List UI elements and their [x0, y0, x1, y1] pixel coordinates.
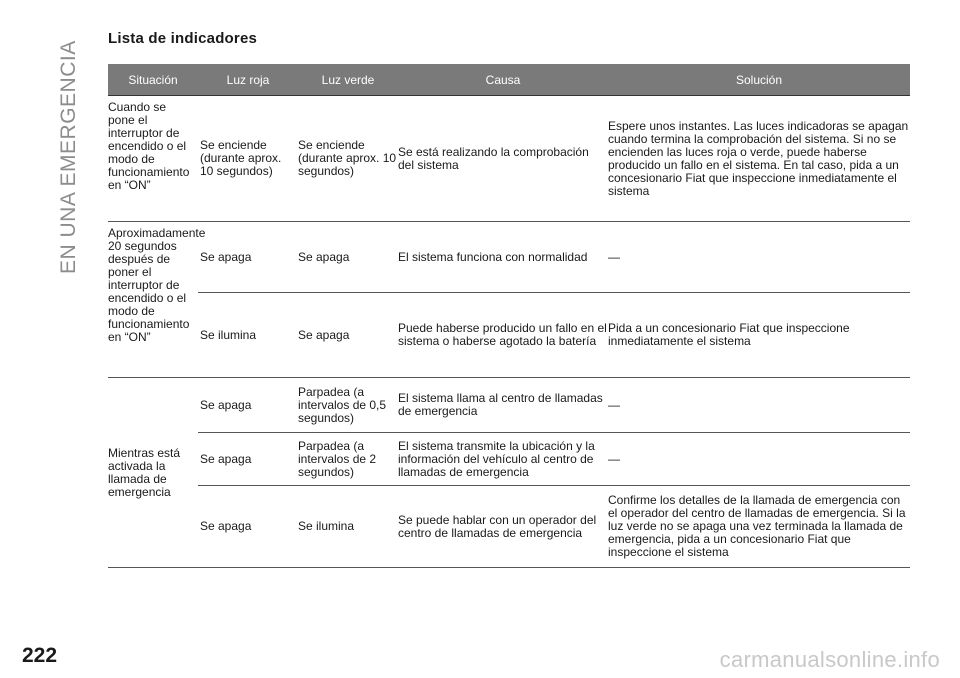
- table-row: [108, 378, 910, 433]
- cell-luz-roja: Se apaga: [198, 433, 298, 486]
- cell-luz-verde: Se apaga: [298, 222, 398, 293]
- indicators-table: [108, 64, 910, 568]
- cell-causa: El sistema funciona con normalidad: [398, 222, 608, 293]
- cell-luz-roja: Se apaga: [198, 222, 298, 293]
- cell-solucion: —: [608, 433, 910, 486]
- cell-luz-verde: Se apaga: [298, 293, 398, 378]
- cell-solucion: Espere unos instantes. Las luces indicadoras se apagan cuando termina la comprobación del sistema. Si no se encienden las luces roja o verde, puede haberse producido un fallo en el sistema. En tal caso, pida a un concesionario Fiat que inspeccione inmediatamente el sistema: [608, 96, 910, 222]
- cell-luz-roja: Se apaga: [198, 378, 298, 433]
- cell-solucion: —: [608, 378, 910, 433]
- table-row: [108, 96, 910, 222]
- header-luz-verde: Luz verde: [298, 64, 398, 96]
- table-row: [108, 433, 910, 486]
- page-number: 222: [22, 644, 58, 667]
- table-row: [108, 222, 910, 293]
- cell-causa: Se puede hablar con un operador del centro de llamadas de emergencia: [398, 486, 608, 568]
- cell-causa: El sistema transmite la ubicación y la información del vehículo al centro de llamadas de emergencia: [398, 433, 608, 486]
- header-solucion: Solución: [608, 64, 910, 96]
- indicators-table-wrapper: [108, 64, 910, 568]
- cell-luz-roja: Se ilumina: [198, 293, 298, 378]
- section-tab-label: EN UNA EMERGENCIA: [57, 40, 80, 274]
- header-situacion: Situación: [108, 64, 198, 96]
- cell-situacion: Mientras está activada la llamada de emergencia: [108, 378, 198, 568]
- table-row: [108, 293, 910, 378]
- page-title: Lista de indicadores: [108, 30, 258, 47]
- watermark: carmanualsonline.info: [719, 647, 940, 672]
- cell-causa: Puede haberse producido un fallo en el sistema o haberse agotado la batería: [398, 293, 608, 378]
- table-row: [108, 486, 910, 568]
- header-causa: Causa: [398, 64, 608, 96]
- table-header-row: [108, 64, 910, 96]
- cell-luz-verde: Parpadea (a intervalos de 0,5 segundos): [298, 378, 398, 433]
- cell-luz-roja: Se enciende (durante aprox. 10 segundos): [198, 96, 298, 222]
- cell-solucion: —: [608, 222, 910, 293]
- cell-solucion: Pida a un concesionario Fiat que inspeccione inmediatamente el sistema: [608, 293, 910, 378]
- cell-causa: Se está realizando la comprobación del sistema: [398, 96, 608, 222]
- cell-situacion: Aproximadamente 20 segundos después de poner el interruptor de encendido o el modo de funcionamiento en “ON”: [108, 222, 198, 378]
- cell-solucion: Confirme los detalles de la llamada de emergencia con el operador del centro de llamadas de emergencia. Si la luz verde no se apaga una vez terminada la llamada de emergencia, pida a un concesionario Fiat que inspeccione el sistema: [608, 486, 910, 568]
- cell-luz-roja: Se apaga: [198, 486, 298, 568]
- cell-luz-verde: Parpadea (a intervalos de 2 segundos): [298, 433, 398, 486]
- header-luz-roja: Luz roja: [198, 64, 298, 96]
- cell-situacion: Cuando se pone el interruptor de encendido o el modo de funcionamiento en “ON”: [108, 96, 198, 222]
- cell-luz-verde: Se enciende (durante aprox. 10 segundos): [298, 96, 398, 222]
- section-tab: [44, 4, 94, 274]
- cell-causa: El sistema llama al centro de llamadas de emergencia: [398, 378, 608, 433]
- cell-luz-verde: Se ilumina: [298, 486, 398, 568]
